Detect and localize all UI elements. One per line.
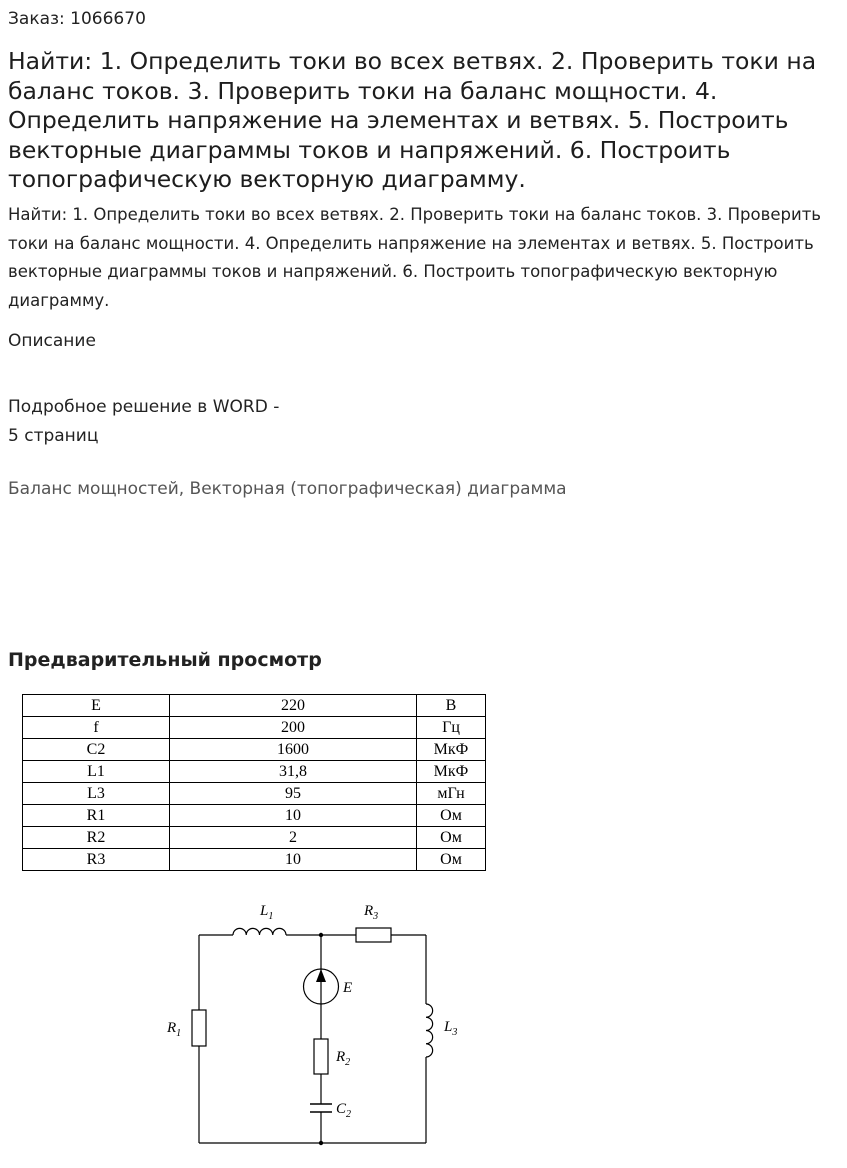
- description-label: Описание: [8, 331, 96, 351]
- param-value: 200: [170, 717, 417, 739]
- param-value: 10: [170, 805, 417, 827]
- node-bottom: [319, 1141, 323, 1145]
- table-row: [23, 739, 486, 761]
- label-r1: $R_1$: [167, 1020, 182, 1039]
- param-value: 1600: [170, 739, 417, 761]
- table-row: [23, 695, 486, 717]
- param-value: 10: [170, 849, 417, 871]
- param-unit: мГн: [417, 783, 486, 805]
- param-name: L3: [23, 783, 170, 805]
- solution-format: Подробное решение в WORD -: [8, 397, 280, 417]
- order-number: Заказ: 1066670: [8, 9, 146, 29]
- label-l1: $L_1$: [260, 903, 274, 922]
- resistor-r1: [192, 1010, 206, 1046]
- param-name: R1: [23, 805, 170, 827]
- param-name: f: [23, 717, 170, 739]
- param-value: 2: [170, 827, 417, 849]
- node-top: [319, 933, 323, 937]
- solution-info: [8, 393, 279, 451]
- inductor-l3: [426, 1004, 433, 1057]
- param-name: E: [23, 695, 170, 717]
- label-r3: $R_3$: [364, 903, 379, 922]
- param-value: 31,8: [170, 761, 417, 783]
- param-name: C2: [23, 739, 170, 761]
- param-unit: В: [417, 695, 486, 717]
- table-row: [23, 783, 486, 805]
- label-l3: $L_3$: [444, 1019, 458, 1038]
- param-unit: Ом: [417, 849, 486, 871]
- solution-pages: 5 страниц: [8, 426, 99, 446]
- param-unit: МкФ: [417, 761, 486, 783]
- param-value: 95: [170, 783, 417, 805]
- table-row: [23, 827, 486, 849]
- label-c2: $C_2$: [336, 1101, 352, 1120]
- param-name: R2: [23, 827, 170, 849]
- param-name: R3: [23, 849, 170, 871]
- table-row: [23, 717, 486, 739]
- task-description: Найти: 1. Определить токи во всех ветвях. 2. Проверить токи на баланс токов. 3. Проверить токи на баланс мощности. 4. Определить напряжение на элементах и ветвях. 5. Построить векторные диаграммы токов и напряжений. 6. Построить топографическую векторную диаграмму.: [8, 205, 822, 310]
- table-row: [23, 805, 486, 827]
- preview-heading: Предварительный просмотр: [8, 649, 322, 671]
- label-e: E: [343, 980, 353, 996]
- parameters-table: [22, 694, 486, 871]
- table-row: [23, 849, 486, 871]
- label-r2: $R_2$: [336, 1049, 351, 1068]
- page-title: Найти: 1. Определить токи во всех ветвях. 2. Проверить токи на баланс токов. 3. Проверить токи на баланс мощности. 4. Определить напряжение на элементах и ветвях. 5. Построить векторные диаграммы токов и напряжений. 6. Построить топографическую векторную диаграмму.: [8, 47, 817, 193]
- resistor-r2: [314, 1039, 328, 1074]
- param-unit: Гц: [417, 717, 486, 739]
- param-unit: Ом: [417, 827, 486, 849]
- resistor-r3: [356, 928, 391, 942]
- param-unit: Ом: [417, 805, 486, 827]
- topic-tags[interactable]: Баланс мощностей, Векторная (топографическая) диаграмма: [8, 479, 567, 499]
- inductor-l1: [233, 928, 286, 935]
- param-name: L1: [23, 761, 170, 783]
- param-value: 220: [170, 695, 417, 717]
- circuit-diagram: [0, 880, 847, 1160]
- param-unit: МкФ: [417, 739, 486, 761]
- table-row: [23, 761, 486, 783]
